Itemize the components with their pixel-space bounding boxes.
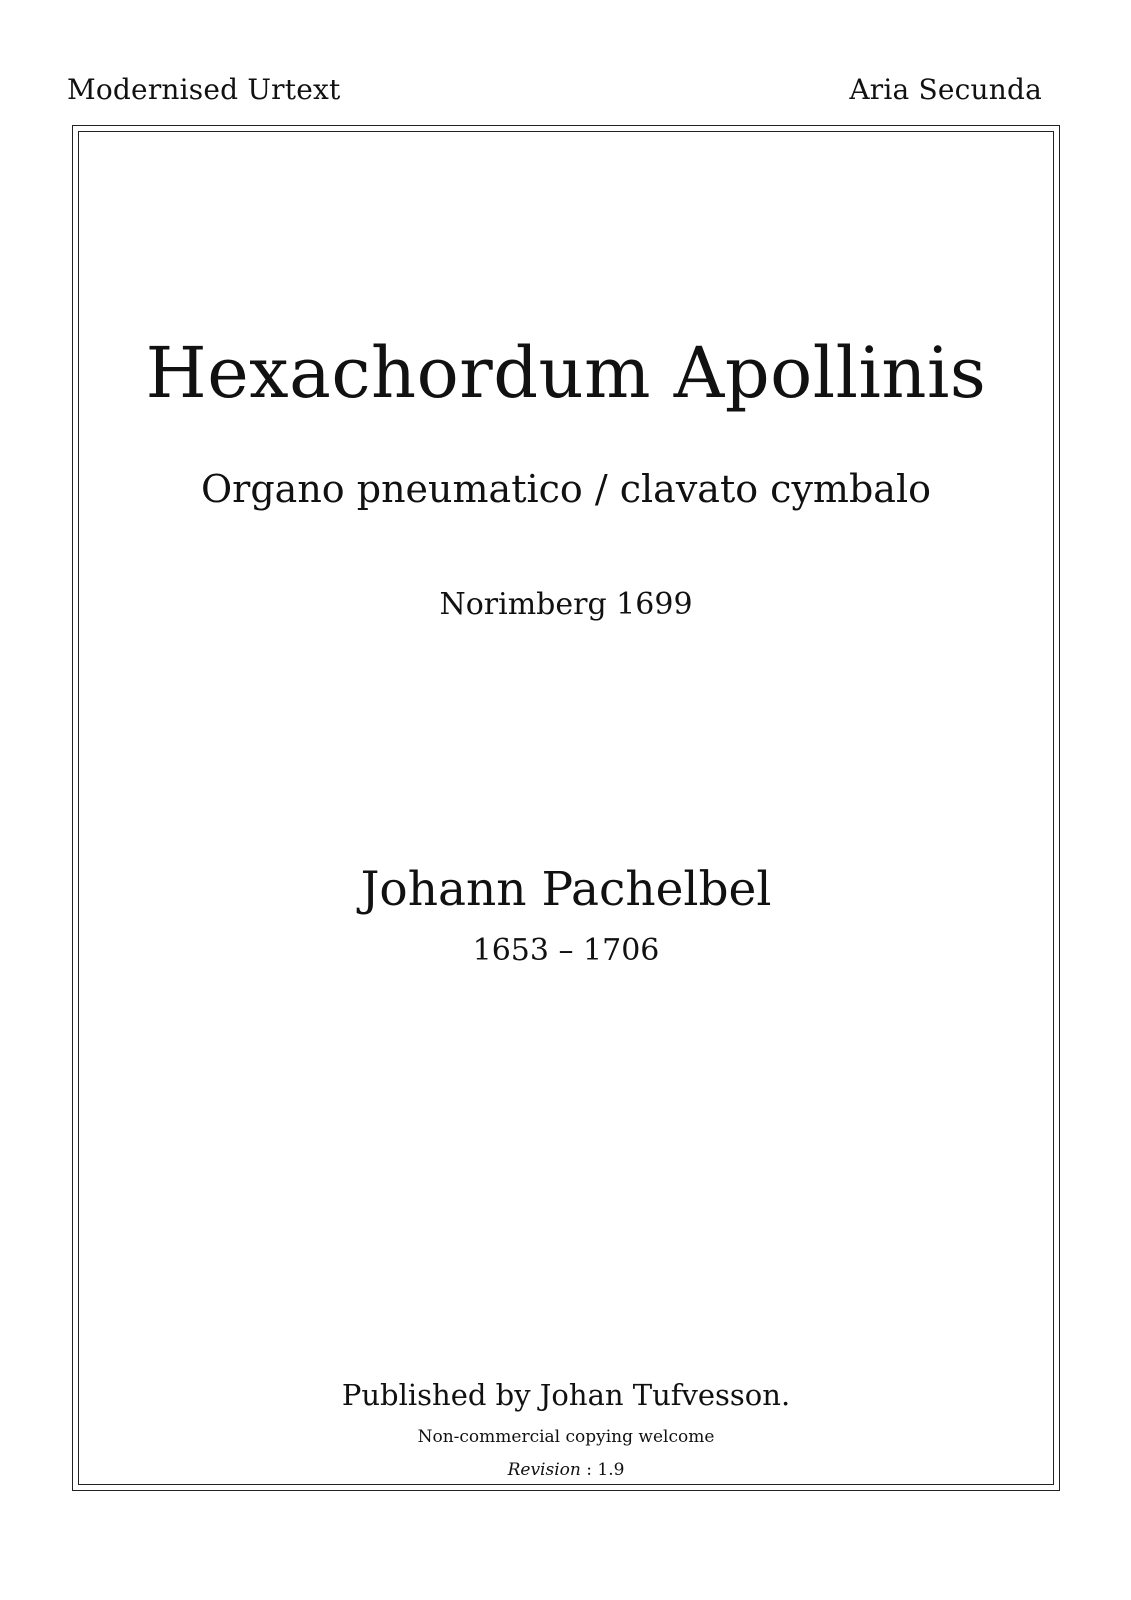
place-year: Norimberg 1699 [439,587,693,622]
revision-line [78,1462,1054,1479]
page-title: Hexachordum Apollinis [145,332,987,414]
header-piece-label: Aria Secunda [849,73,1042,106]
header-edition-label: Modernised Urtext [67,73,341,106]
revision-separator: : [580,1460,598,1480]
composer-dates: 1653 – 1706 [472,933,660,968]
revision-label: Revision [507,1460,581,1480]
page-subtitle: Organo pneumatico / clavato cymbalo [201,467,931,511]
revision-value: 1.9 [597,1460,625,1480]
publisher-line: Published by Johan Tufvesson. [341,1378,791,1412]
copying-notice: Non-commercial copying welcome [417,1427,715,1447]
composer-name: Johann Pachelbel [360,862,772,917]
